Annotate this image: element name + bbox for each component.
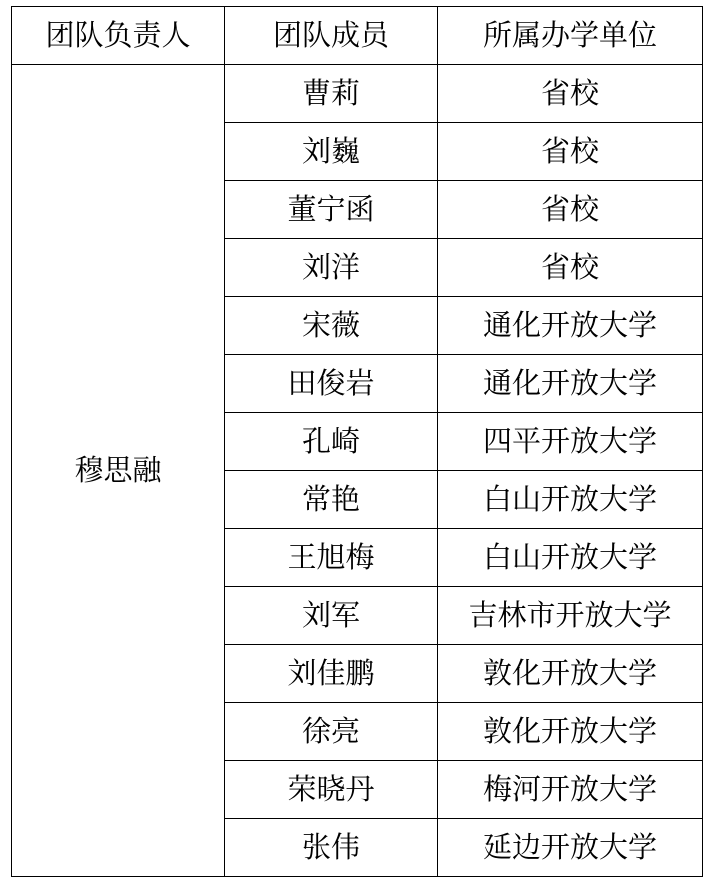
unit-cell: 通化开放大学 — [438, 297, 703, 355]
header-unit: 所属办学单位 — [438, 7, 703, 65]
header-leader: 团队负责人 — [12, 7, 225, 65]
member-cell: 孔崎 — [225, 413, 438, 471]
unit-cell: 白山开放大学 — [438, 529, 703, 587]
member-cell: 荣晓丹 — [225, 761, 438, 819]
unit-cell: 敦化开放大学 — [438, 703, 703, 761]
unit-cell: 白山开放大学 — [438, 471, 703, 529]
table-body — [12, 65, 703, 877]
unit-cell: 省校 — [438, 239, 703, 297]
header-member: 团队成员 — [225, 7, 438, 65]
unit-cell: 延边开放大学 — [438, 819, 703, 877]
unit-cell: 吉林市开放大学 — [438, 587, 703, 645]
member-cell: 刘巍 — [225, 123, 438, 181]
member-cell: 董宁函 — [225, 181, 438, 239]
unit-cell: 梅河开放大学 — [438, 761, 703, 819]
member-cell: 张伟 — [225, 819, 438, 877]
team-table — [11, 6, 703, 877]
member-cell: 常艳 — [225, 471, 438, 529]
member-cell: 徐亮 — [225, 703, 438, 761]
member-cell: 刘军 — [225, 587, 438, 645]
member-cell: 王旭梅 — [225, 529, 438, 587]
member-cell: 刘洋 — [225, 239, 438, 297]
unit-cell: 四平开放大学 — [438, 413, 703, 471]
leader-cell: 穆思融 — [12, 65, 225, 877]
member-cell: 刘佳鹏 — [225, 645, 438, 703]
unit-cell: 省校 — [438, 123, 703, 181]
unit-cell: 敦化开放大学 — [438, 645, 703, 703]
member-cell: 曹莉 — [225, 65, 438, 123]
unit-cell: 省校 — [438, 65, 703, 123]
table-row — [12, 65, 703, 123]
member-cell: 田俊岩 — [225, 355, 438, 413]
unit-cell: 通化开放大学 — [438, 355, 703, 413]
header-row — [12, 7, 703, 65]
unit-cell: 省校 — [438, 181, 703, 239]
member-cell: 宋薇 — [225, 297, 438, 355]
